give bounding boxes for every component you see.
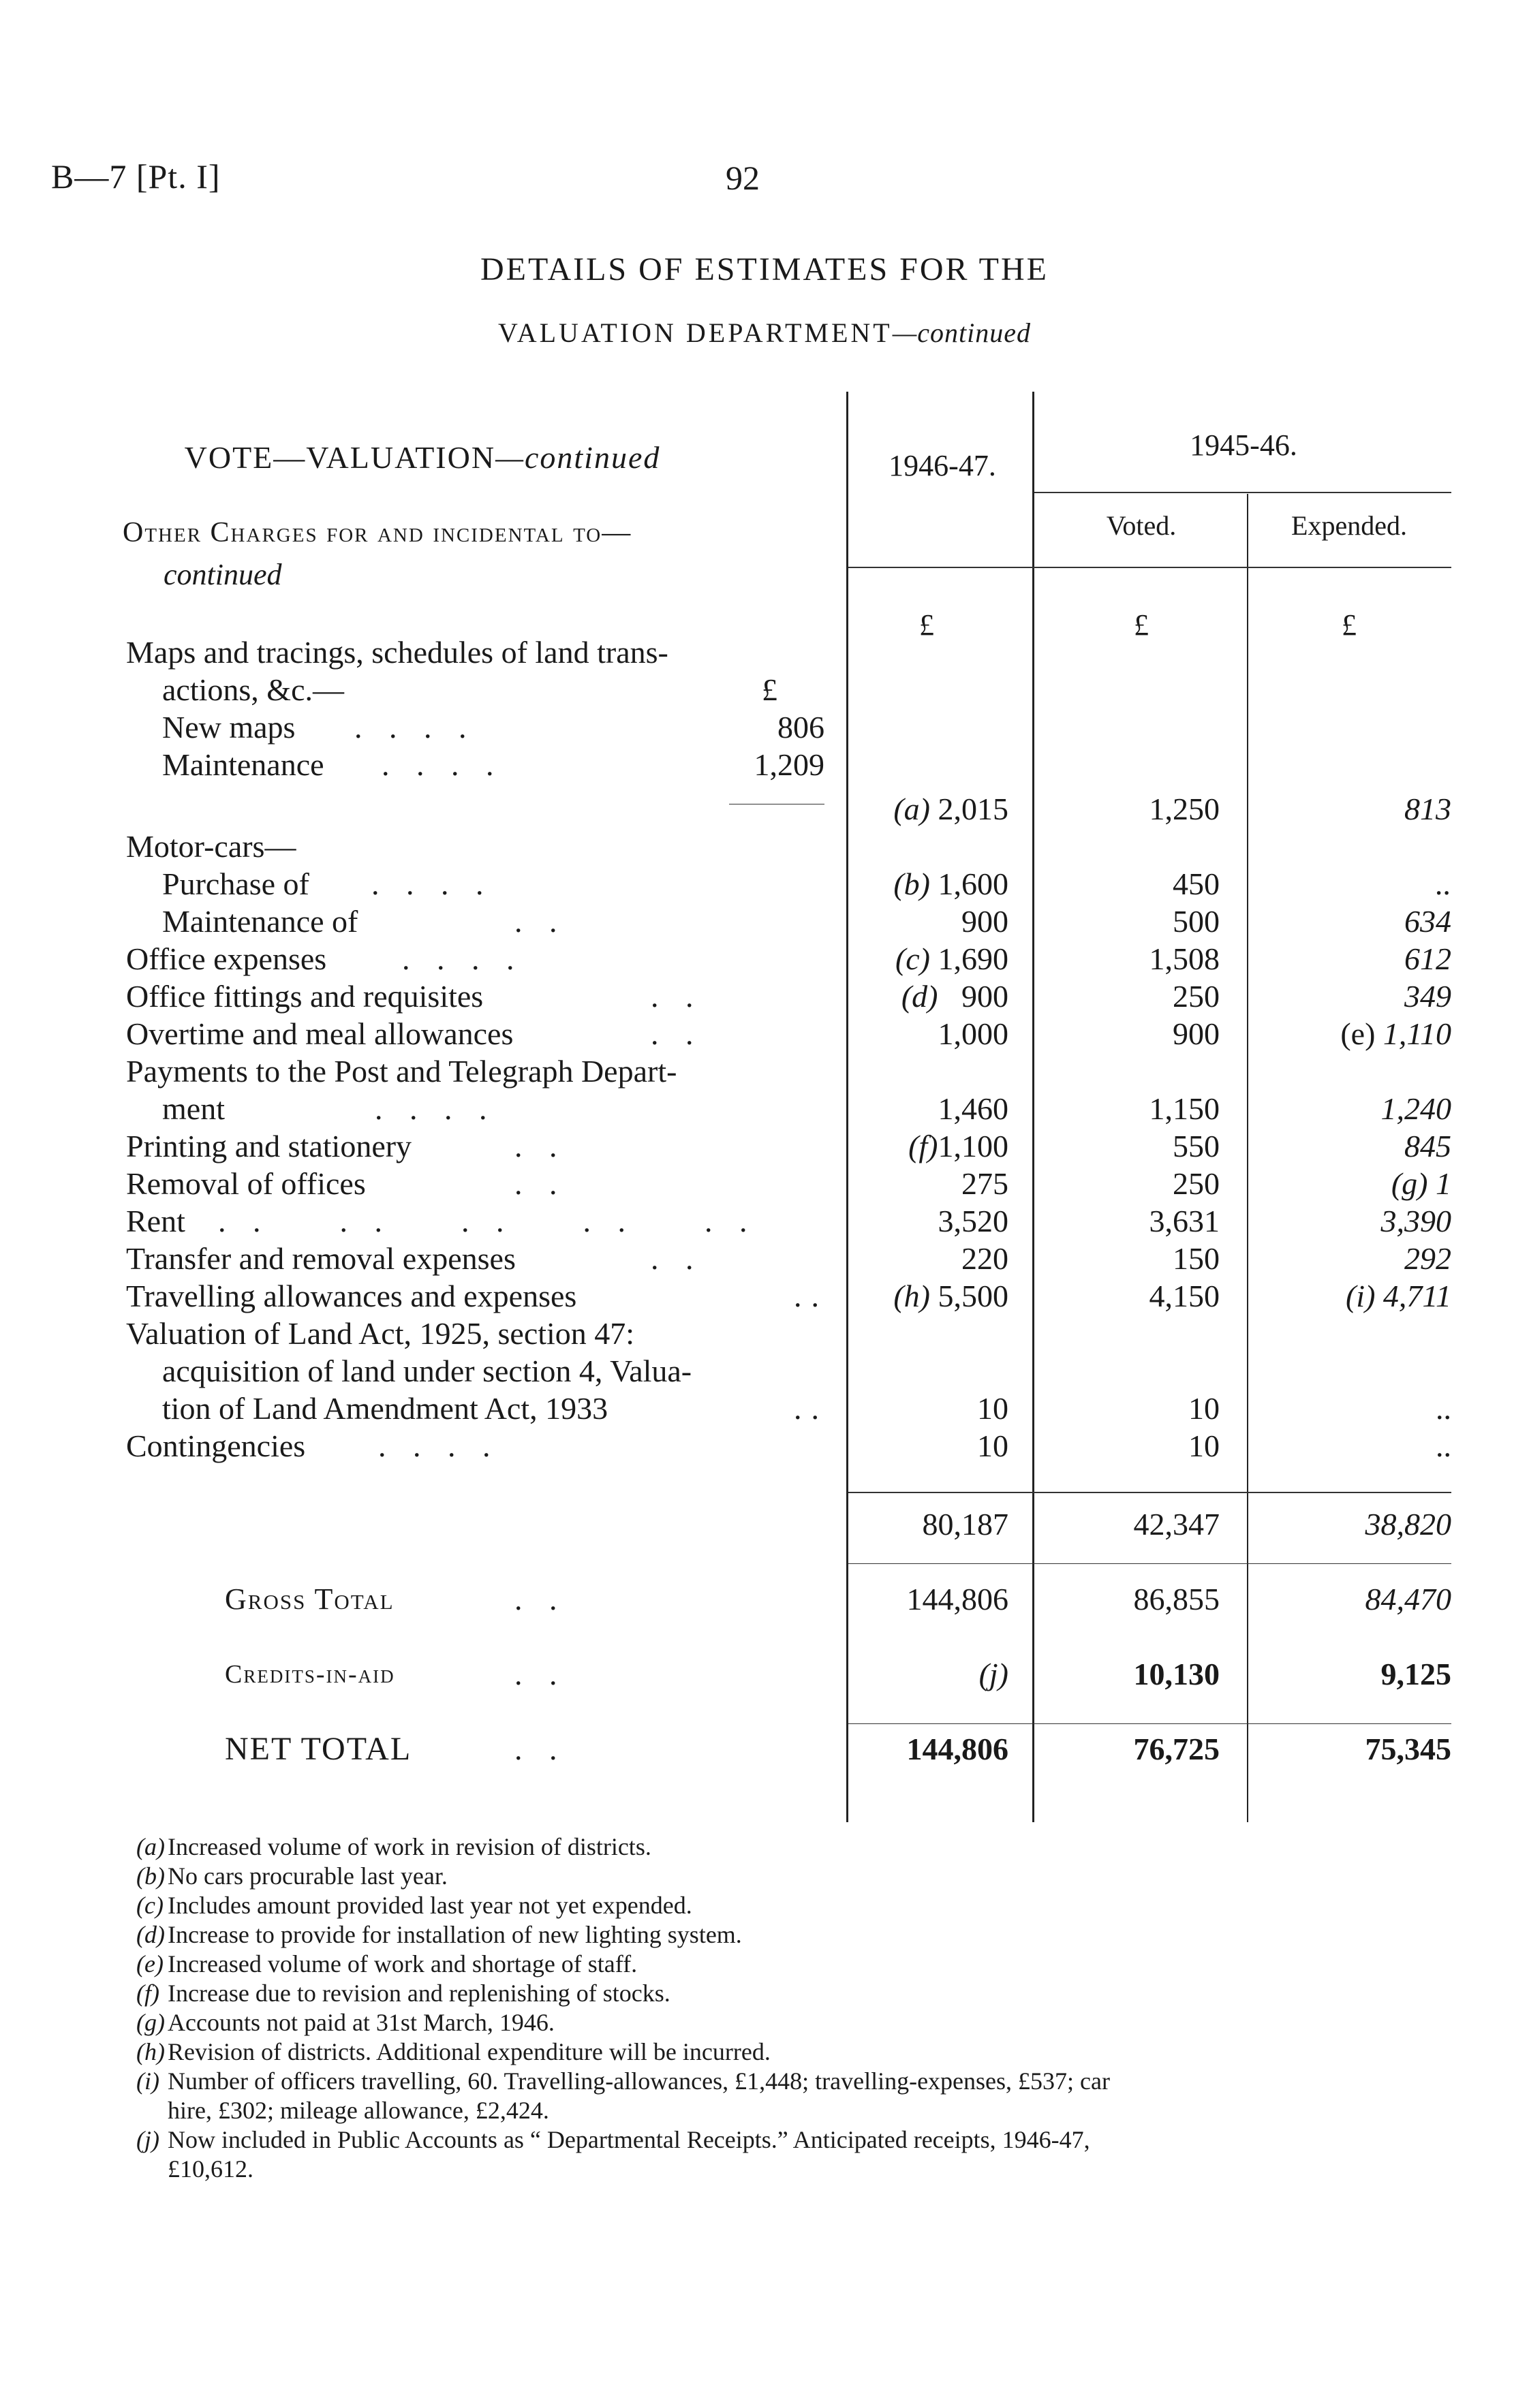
footnote-c	[136, 1891, 692, 1920]
valuation-act-expended: ..	[1436, 1391, 1451, 1426]
travelling-mark: (h)	[893, 1279, 930, 1313]
footnote-j	[136, 2125, 1090, 2155]
footnote-key: (d)	[136, 1921, 165, 1948]
valuation-act-estimate: 10	[977, 1391, 1008, 1426]
purchase-expended: ..	[1436, 866, 1451, 901]
footnote-text: Now included in Public Accounts as “ Departmental Receipts.” Anticipated receipts, 1946-47,	[168, 2126, 1090, 2153]
footnote-a	[136, 1832, 651, 1862]
net-total-voted: 76,725	[1133, 1732, 1220, 1766]
travelling-estimate-value: 5,500	[938, 1279, 1008, 1313]
maintenance-dots: . . . .	[382, 747, 504, 782]
office-fittings-label: Office fittings and requisites	[126, 979, 484, 1014]
currency-expended: £	[1342, 608, 1357, 642]
net-rule	[848, 1723, 1451, 1724]
overtime-voted: 900	[1173, 1016, 1220, 1051]
overtime-label: Overtime and meal allowances	[126, 1016, 514, 1051]
travelling-expended	[1247, 1277, 1451, 1315]
net-total-label: NET TOTAL	[225, 1731, 412, 1767]
overtime-estimate: 1,000	[938, 1016, 1008, 1051]
credits-in-aid-label: Credits-in-aid	[225, 1660, 395, 1689]
motor-cars-label: Motor-cars—	[126, 829, 296, 864]
office-fittings-voted: 250	[1173, 979, 1220, 1014]
footnote-text: Number of officers travelling, 60. Travelling-allowances, £1,448; travelling-expenses, £537; car	[168, 2067, 1110, 2095]
gross-total-estimate: 144,806	[906, 1582, 1008, 1616]
subtitle-text: VALUATION DEPARTMENT	[497, 317, 893, 348]
gross-total-expended: 84,470	[1365, 1582, 1451, 1616]
rent-dots: . . . . . . . . . .	[218, 1204, 757, 1238]
header-rule-1945	[1034, 492, 1451, 493]
vote-title: VOTE—VALUATION	[184, 440, 496, 475]
new-maps-label: New maps	[162, 710, 296, 745]
valuation-act-line3: tion of Land Amendment Act, 1933	[162, 1391, 608, 1426]
office-fittings-estimate	[845, 978, 1008, 1016]
overtime-dots: . .	[651, 1016, 703, 1051]
travelling-label: Travelling allowances and expenses	[126, 1279, 577, 1313]
footnote-key: (b)	[136, 1862, 165, 1890]
post-telegraph-estimate: 1,460	[938, 1091, 1008, 1126]
footnote-key: (j)	[136, 2126, 159, 2153]
office-fittings-expended: 349	[1404, 979, 1451, 1014]
travelling-expended-value: 4,711	[1383, 1279, 1451, 1313]
office-expenses-label: Office expenses	[126, 941, 327, 976]
transfer-label: Transfer and removal expenses	[126, 1241, 516, 1276]
rent-estimate: 3,520	[938, 1204, 1008, 1238]
column-header-1946-47: 1946-47.	[889, 449, 996, 482]
maps-mark: (a)	[893, 792, 930, 826]
credits-in-aid-estimate: (j)	[978, 1657, 1008, 1691]
column-rule-2	[1032, 392, 1034, 1822]
motor-maintenance-expended: 634	[1404, 904, 1451, 939]
subtotal-rule	[848, 1492, 1451, 1493]
purchase-label: Purchase of	[162, 866, 309, 901]
maintenance-value: 1,209	[754, 747, 824, 782]
contingencies-expended: ..	[1436, 1428, 1451, 1463]
removal-estimate: 275	[961, 1166, 1008, 1201]
net-total-estimate: 144,806	[906, 1732, 1008, 1766]
removal-voted: 250	[1173, 1166, 1220, 1201]
office-expenses-dots: . . . .	[402, 941, 524, 976]
post-telegraph-expended: 1,240	[1380, 1091, 1451, 1126]
printing-dots: . .	[514, 1129, 567, 1163]
transfer-voted: 150	[1173, 1241, 1220, 1276]
vote-continued: —continued	[495, 440, 661, 475]
motor-maintenance-dots: . .	[514, 904, 567, 939]
maps-estimate	[845, 790, 1008, 828]
office-expenses-expended: 612	[1404, 941, 1451, 976]
valuation-act-voted: 10	[1188, 1391, 1220, 1426]
printing-voted: 550	[1173, 1129, 1220, 1163]
office-expenses-mark: (c)	[895, 941, 930, 976]
transfer-estimate: 220	[961, 1241, 1008, 1276]
maps-estimate-value: 2,015	[938, 792, 1008, 826]
post-telegraph-label-line2: ment	[162, 1091, 225, 1126]
purchase-dots: . . . .	[371, 866, 493, 901]
subtotal-expended: 38,820	[1365, 1507, 1451, 1542]
removal-dots: . .	[514, 1166, 567, 1201]
subtotal-voted: 42,347	[1133, 1507, 1220, 1542]
footnote-text: No cars procurable last year.	[168, 1862, 448, 1890]
section-continued: continued	[164, 558, 282, 591]
motor-maintenance-estimate: 900	[961, 904, 1008, 939]
office-fittings-dots: . .	[651, 979, 703, 1014]
gross-total-voted: 86,855	[1133, 1582, 1220, 1616]
transfer-dots: . .	[651, 1241, 703, 1276]
footnote-i	[136, 2067, 1110, 2096]
removal-label: Removal of offices	[126, 1166, 366, 1201]
column-header-expended: Expended.	[1291, 510, 1407, 541]
valuation-act-dots: ..	[794, 1391, 829, 1426]
rent-expended: 3,390	[1380, 1204, 1451, 1238]
footnote-text: Includes amount provided last year not yet expended.	[168, 1892, 692, 1919]
purchase-voted: 450	[1173, 866, 1220, 901]
page-number: 92	[726, 159, 760, 197]
currency-1946-47: £	[919, 608, 934, 642]
valuation-act-line2: acquisition of land under section 4, Valua-	[162, 1354, 692, 1388]
footnote-g	[136, 2008, 555, 2037]
maps-sub-currency: £	[762, 672, 777, 707]
rent-voted: 3,631	[1149, 1204, 1220, 1238]
net-total-expended: 75,345	[1365, 1732, 1451, 1766]
printing-expended: 845	[1404, 1129, 1451, 1163]
maps-label-line2: actions, &c.—	[162, 672, 344, 707]
footnote-text: Increase to provide for installation of new lighting system.	[168, 1921, 742, 1948]
office-fittings-estimate-value: 900	[961, 979, 1008, 1014]
post-telegraph-dots: . . . .	[375, 1091, 497, 1126]
maps-expended: 813	[1404, 792, 1451, 826]
post-telegraph-voted: 1,150	[1149, 1091, 1220, 1126]
footnote-key: (i)	[136, 2067, 159, 2095]
footnote-text: Increase due to revision and replenishing of stocks.	[168, 1980, 670, 2007]
footnote-text: Increased volume of work and shortage of staff.	[168, 1950, 638, 1977]
purchase-mark: (b)	[893, 866, 930, 901]
footnote-d	[136, 1920, 742, 1950]
footnote-j-cont	[168, 2155, 253, 2184]
contingencies-voted: 10	[1188, 1428, 1220, 1463]
column-header-1945-46: 1945-46.	[1190, 428, 1297, 462]
printing-estimate-value: 1,100	[938, 1129, 1008, 1163]
footnote-e	[136, 1950, 637, 1979]
overtime-exp-mark: (e)	[1340, 1016, 1376, 1051]
maps-voted: 1,250	[1149, 792, 1220, 826]
vote-heading	[0, 439, 845, 475]
credits-in-aid-expended: 9,125	[1380, 1657, 1451, 1691]
maps-label-line1: Maps and tracings, schedules of land trans-	[126, 635, 668, 670]
footnote-text: Increased volume of work in revision of districts.	[168, 1833, 651, 1860]
page-subtitle	[0, 317, 1529, 349]
footnote-text: Revision of districts. Additional expenditure will be incurred.	[168, 2038, 771, 2065]
maintenance-label: Maintenance	[162, 747, 324, 782]
gross-total-label: Gross Total	[225, 1582, 395, 1616]
footnote-text: £10,612.	[168, 2155, 253, 2183]
footnote-key: (g)	[136, 2009, 165, 2036]
new-maps-dots: . . . .	[354, 710, 476, 745]
valuation-act-line1: Valuation of Land Act, 1925, section 47:	[126, 1316, 635, 1351]
gross-total-dots: . .	[514, 1582, 567, 1616]
contingencies-dots: . . . .	[378, 1428, 500, 1463]
credits-in-aid-voted: 10,130	[1133, 1657, 1220, 1691]
travelling-exp-mark: (i)	[1345, 1279, 1376, 1313]
footnote-key: (a)	[136, 1833, 165, 1860]
motor-maintenance-label: Maintenance of	[162, 904, 358, 939]
office-expenses-estimate-value: 1,690	[938, 941, 1008, 976]
credits-in-aid-dots: . .	[514, 1657, 567, 1691]
office-expenses-estimate	[845, 940, 1008, 978]
overtime-expended	[1247, 1015, 1451, 1053]
office-expenses-voted: 1,508	[1149, 941, 1220, 976]
travelling-voted: 4,150	[1149, 1279, 1220, 1313]
travelling-estimate	[845, 1277, 1008, 1315]
footnote-key: (f)	[136, 1980, 159, 2007]
footnote-key: (c)	[136, 1892, 164, 1919]
printing-mark: (f)	[908, 1129, 938, 1163]
column-header-voted: Voted.	[1106, 510, 1177, 541]
footnote-text: Accounts not paid at 31st March, 1946.	[168, 2009, 555, 2036]
gross-rule	[848, 1563, 1451, 1564]
transfer-expended: 292	[1404, 1241, 1451, 1276]
section-heading: Other Charges for and incidental to—	[123, 517, 632, 548]
footnote-h	[136, 2037, 771, 2067]
office-fittings-mark: (d)	[901, 979, 938, 1014]
new-maps-value: 806	[777, 710, 824, 745]
currency-voted: £	[1134, 608, 1149, 642]
removal-expended	[1247, 1165, 1451, 1203]
document-reference: B—7 [Pt. I]	[51, 157, 221, 196]
purchase-estimate-value: 1,600	[938, 866, 1008, 901]
purchase-estimate	[845, 865, 1008, 903]
subtitle-continued: —continued	[892, 317, 1032, 348]
footnote-key: (e)	[136, 1950, 164, 1977]
header-rule-bottom	[848, 567, 1451, 568]
travelling-dots: ..	[794, 1279, 829, 1313]
footnote-f	[136, 1979, 670, 2008]
contingencies-label: Contingencies	[126, 1428, 306, 1463]
motor-maintenance-voted: 500	[1173, 904, 1220, 939]
footnote-i-cont	[168, 2096, 549, 2125]
post-telegraph-label-line1: Payments to the Post and Telegraph Depart-	[126, 1054, 677, 1089]
net-total-dots: . .	[514, 1732, 567, 1766]
footnote-key: (h)	[136, 2038, 165, 2065]
contingencies-estimate: 10	[977, 1428, 1008, 1463]
rent-label: Rent	[126, 1204, 185, 1238]
printing-estimate	[845, 1127, 1008, 1166]
overtime-expended-value: 1,110	[1383, 1016, 1451, 1051]
printing-label: Printing and stationery	[126, 1129, 412, 1163]
subtotal-estimate: 80,187	[922, 1507, 1008, 1542]
removal-expended-value: 1	[1436, 1166, 1451, 1201]
footnote-text: hire, £302; mileage allowance, £2,424.	[168, 2097, 549, 2124]
footnote-b	[136, 1862, 448, 1891]
removal-exp-mark: (g)	[1391, 1166, 1428, 1201]
page-title: DETAILS OF ESTIMATES FOR THE	[480, 251, 1049, 287]
